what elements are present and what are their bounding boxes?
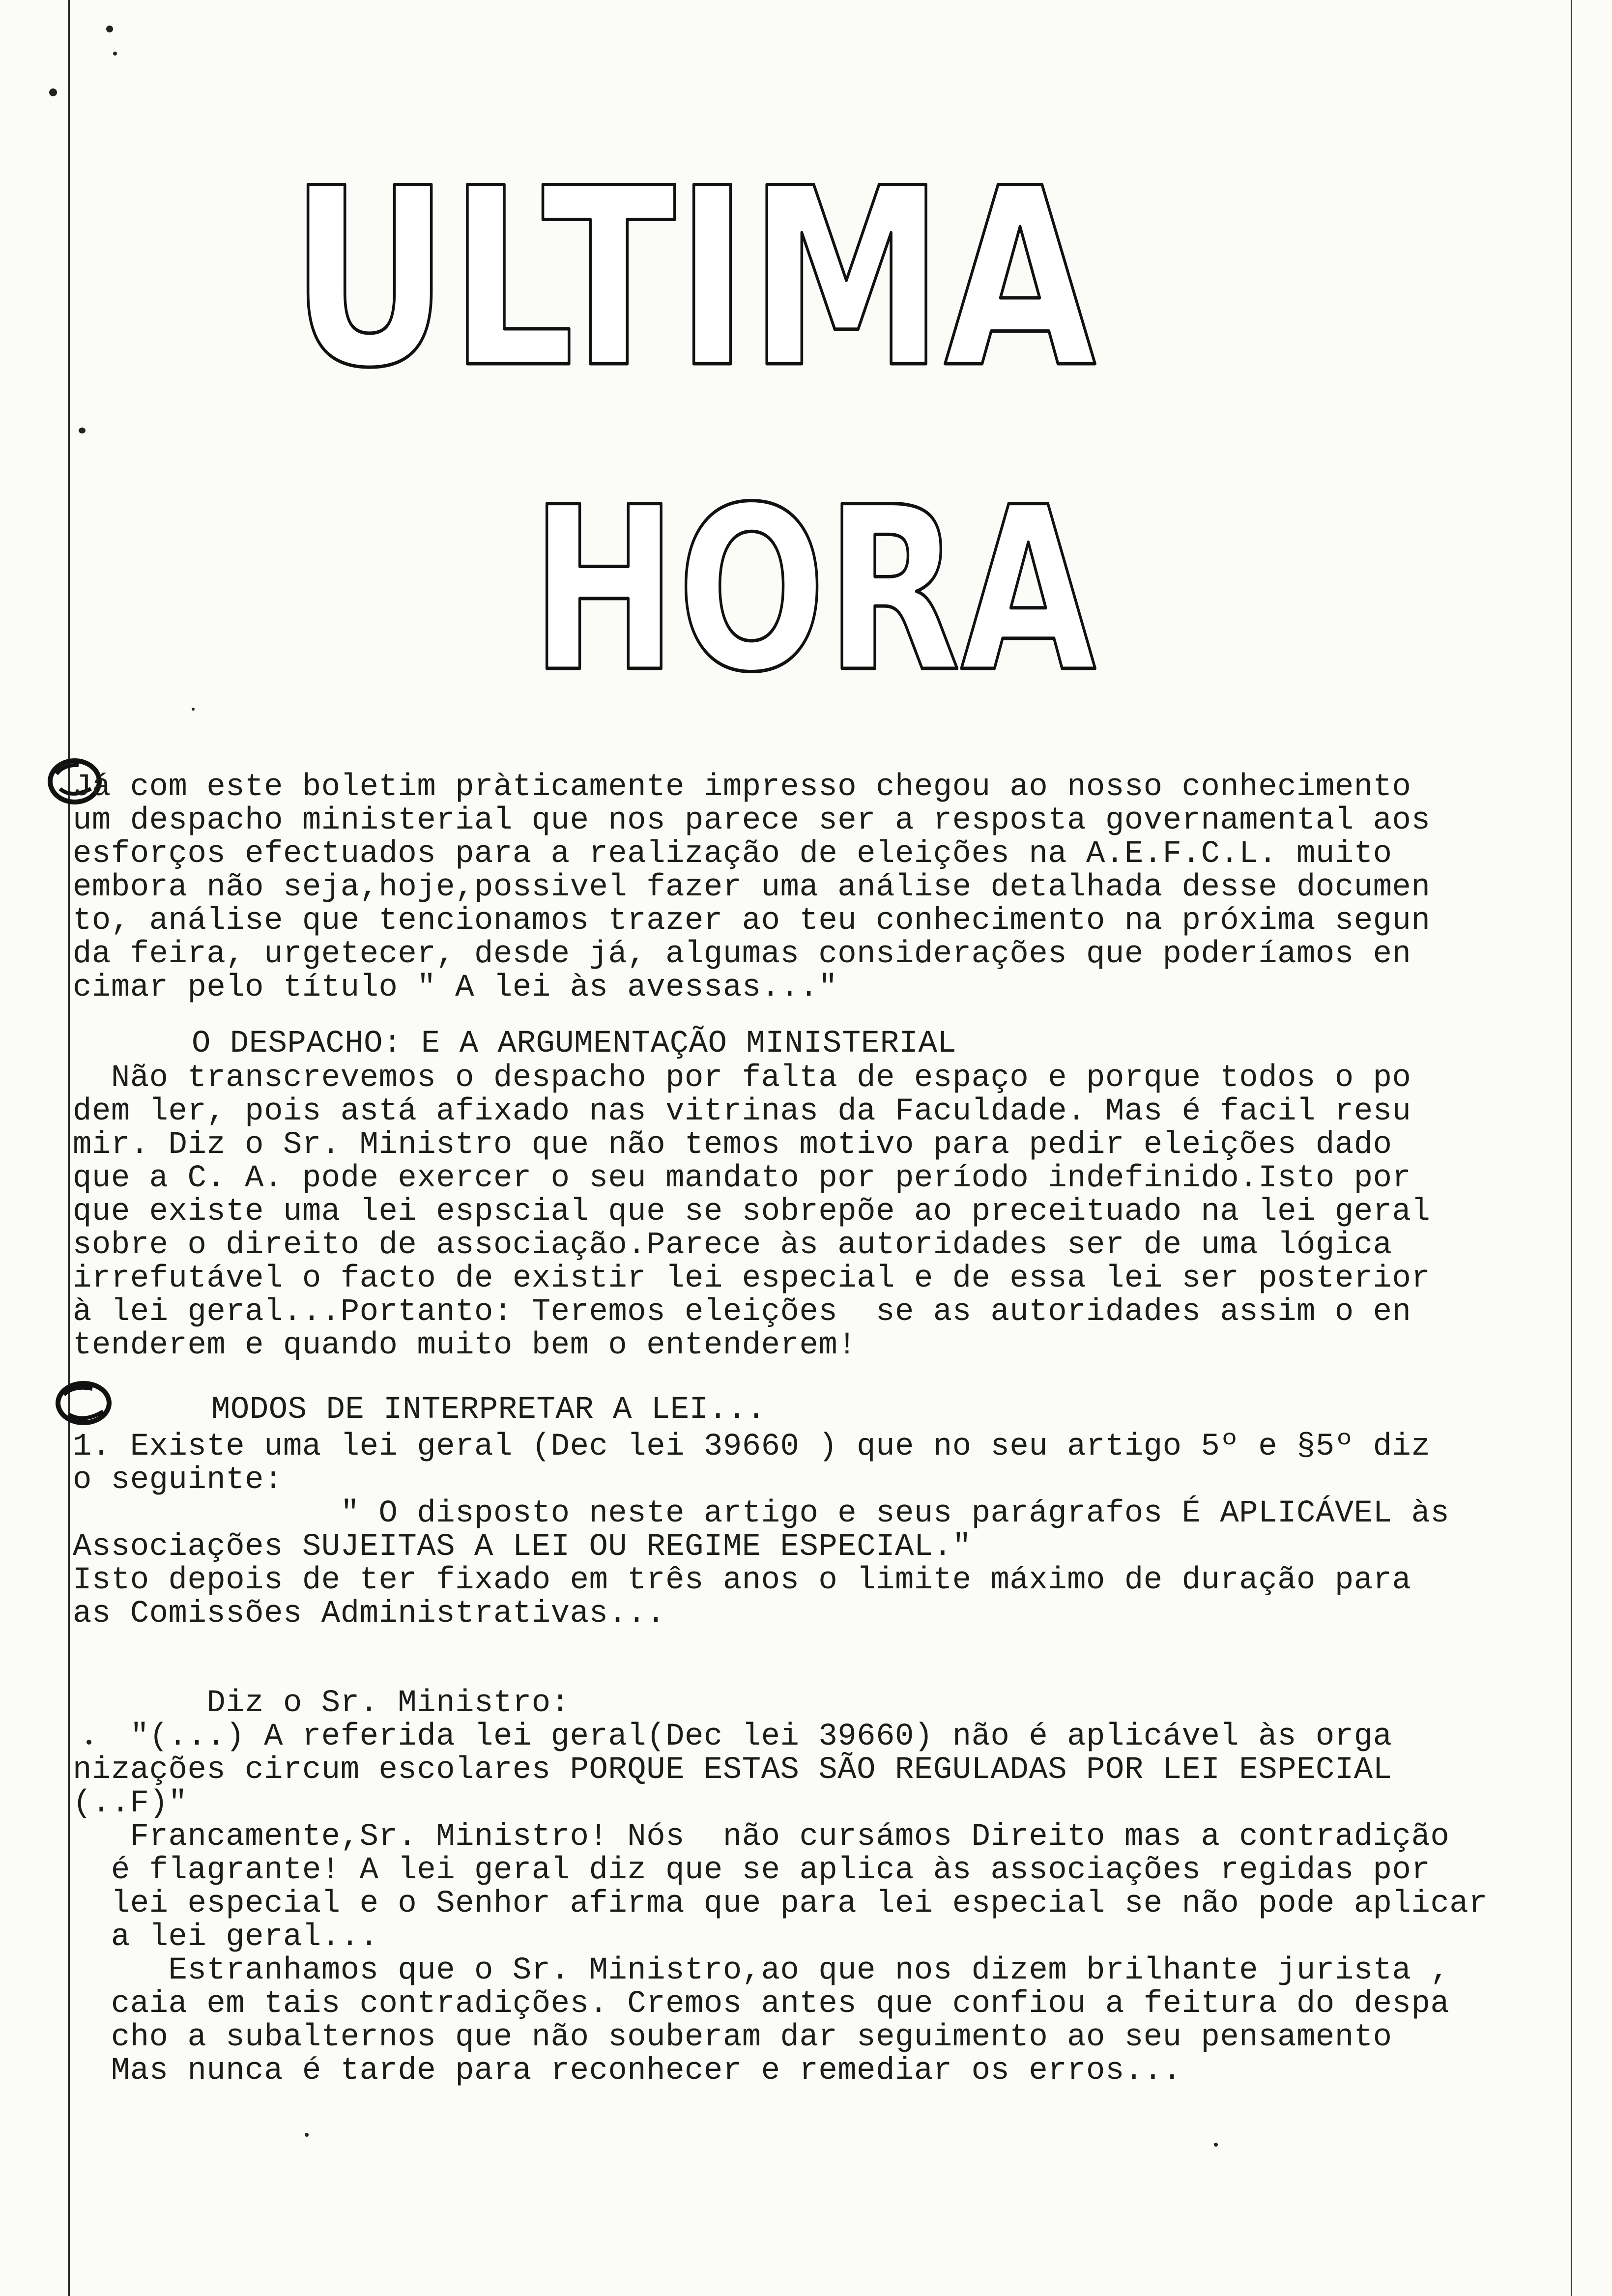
quote-line: "(...) A referida lei geral(Dec lei 39660) não é aplicável às orga (73, 1719, 1392, 1754)
modos-line: Associações SUJEITAS A LEI OU REGIME ESPECIAL." (73, 1529, 972, 1565)
intro-line: Já com este boletim pràticamente impresso chegou ao nosso conhecimento (73, 770, 1411, 805)
despacho-line: Não transcrevemos o despacho por falta de espaço e porque todos o po (73, 1061, 1411, 1096)
intro-line: esforços efectuados para a realização de eleições na A.E.F.C.L. muito (73, 836, 1392, 872)
scan-speck (305, 2133, 309, 2137)
section-heading-modos: MODOS DE INTERPRETAR A LEI... (211, 1392, 766, 1428)
intro-line: um despacho ministerial que nos parece ser a resposta governamental aos (73, 803, 1431, 838)
right-edge-rule (1571, 0, 1572, 2296)
closing-line: caia em tais contradições. Cremos antes que confiou a feitura do despa (73, 1986, 1450, 2022)
section-heading-despacho: O DESPACHO: E A ARGUMENTAÇÃO MINISTERIAL (192, 1026, 957, 1062)
scan-speck (79, 428, 86, 433)
headline-hora (521, 457, 1111, 722)
despacho-line: à lei geral...Portanto: Teremos eleições se as autoridades assim o en (73, 1294, 1411, 1330)
scan-speck (113, 52, 117, 56)
despacho-line: tenderem e quando muito bem o entenderem! (73, 1328, 857, 1363)
scan-speck (192, 708, 195, 711)
intro-line: embora não seja,hoje,possivel fazer uma análise detalhada desse documen (73, 870, 1431, 905)
closing-line: Mas nunca é tarde para reconhecer e remediar os erros... (73, 2053, 1182, 2089)
headline-line-1: ULTIMA (290, 136, 1097, 422)
intro-line: cimar pelo título " A lei às avessas..." (73, 970, 838, 1005)
modos-line: 1. Existe uma lei geral (Dec lei 39660 ) que no seu artigo 5º e §5º diz (73, 1429, 1431, 1464)
despacho-line: dem ler, pois astá afixado nas vitrinas da Faculdade. Mas é facil resu (73, 1094, 1411, 1129)
closing-line: Estranhamos que o Sr. Ministro,ao que nos dizem brilhante jurista , (73, 1953, 1450, 1988)
despacho-line: sobre o direito de associação.Parece às autoridades ser de uma lógica (73, 1228, 1392, 1263)
scan-speck (106, 26, 113, 32)
closing-line: Francamente,Sr. Ministro! Nós não cursámos Direito mas a contradição (73, 1819, 1450, 1855)
quote-line: nizações circum escolares PORQUE ESTAS SÃO REGULADAS POR LEI ESPECIAL (73, 1752, 1392, 1788)
left-margin-rule (68, 0, 70, 2296)
intro-line: to, análise que tencionamos trazer ao teu conhecimento na próxima segun (73, 903, 1431, 939)
closing-line: cho a subalternos que não souberam dar seguimento ao seu pensamento (73, 2020, 1392, 2055)
scan-speck (1214, 2143, 1218, 2147)
despacho-line: que existe uma lei espscial que se sobrepõe ao preceituado na lei geral (73, 1194, 1431, 1230)
headline-line-2: HORA (531, 459, 1097, 722)
closing-line: lei especial e o Senhor afirma que para lei especial se não pode aplicar (73, 1886, 1488, 1922)
despacho-line: irrefutável o facto de existir lei especial e de essa lei ser posterior (73, 1261, 1431, 1296)
intro-line: da feira, urgetecer, desde já, algumas considerações que poderíamos en (73, 937, 1411, 972)
scan-speck (49, 88, 57, 96)
quote-line: (..F)" (73, 1786, 188, 1821)
modos-line: Isto depois de ter fixado em três anos o limite máximo de duração para (73, 1563, 1411, 1598)
modos-line: o seguinte: (73, 1463, 283, 1498)
closing-line: é flagrante! A lei geral diz que se aplica às associações regidas por (73, 1853, 1431, 1888)
minister-intro-line: Diz o Sr. Ministro: (73, 1686, 570, 1721)
modos-line: " O disposto neste artigo e seus parágrafos É APLICÁVEL às (73, 1496, 1450, 1531)
despacho-line: que a C. A. pode exercer o seu mandato por período indefinido.Isto por (73, 1161, 1411, 1196)
despacho-line: mir. Diz o Sr. Ministro que não temos motivo para pedir eleições dado (73, 1127, 1392, 1163)
headline-ultima (275, 133, 1111, 422)
closing-line: a lei geral... (73, 1920, 379, 1955)
punch-hole-mark (49, 1376, 118, 1430)
modos-line: as Comissões Administrativas... (73, 1596, 666, 1632)
